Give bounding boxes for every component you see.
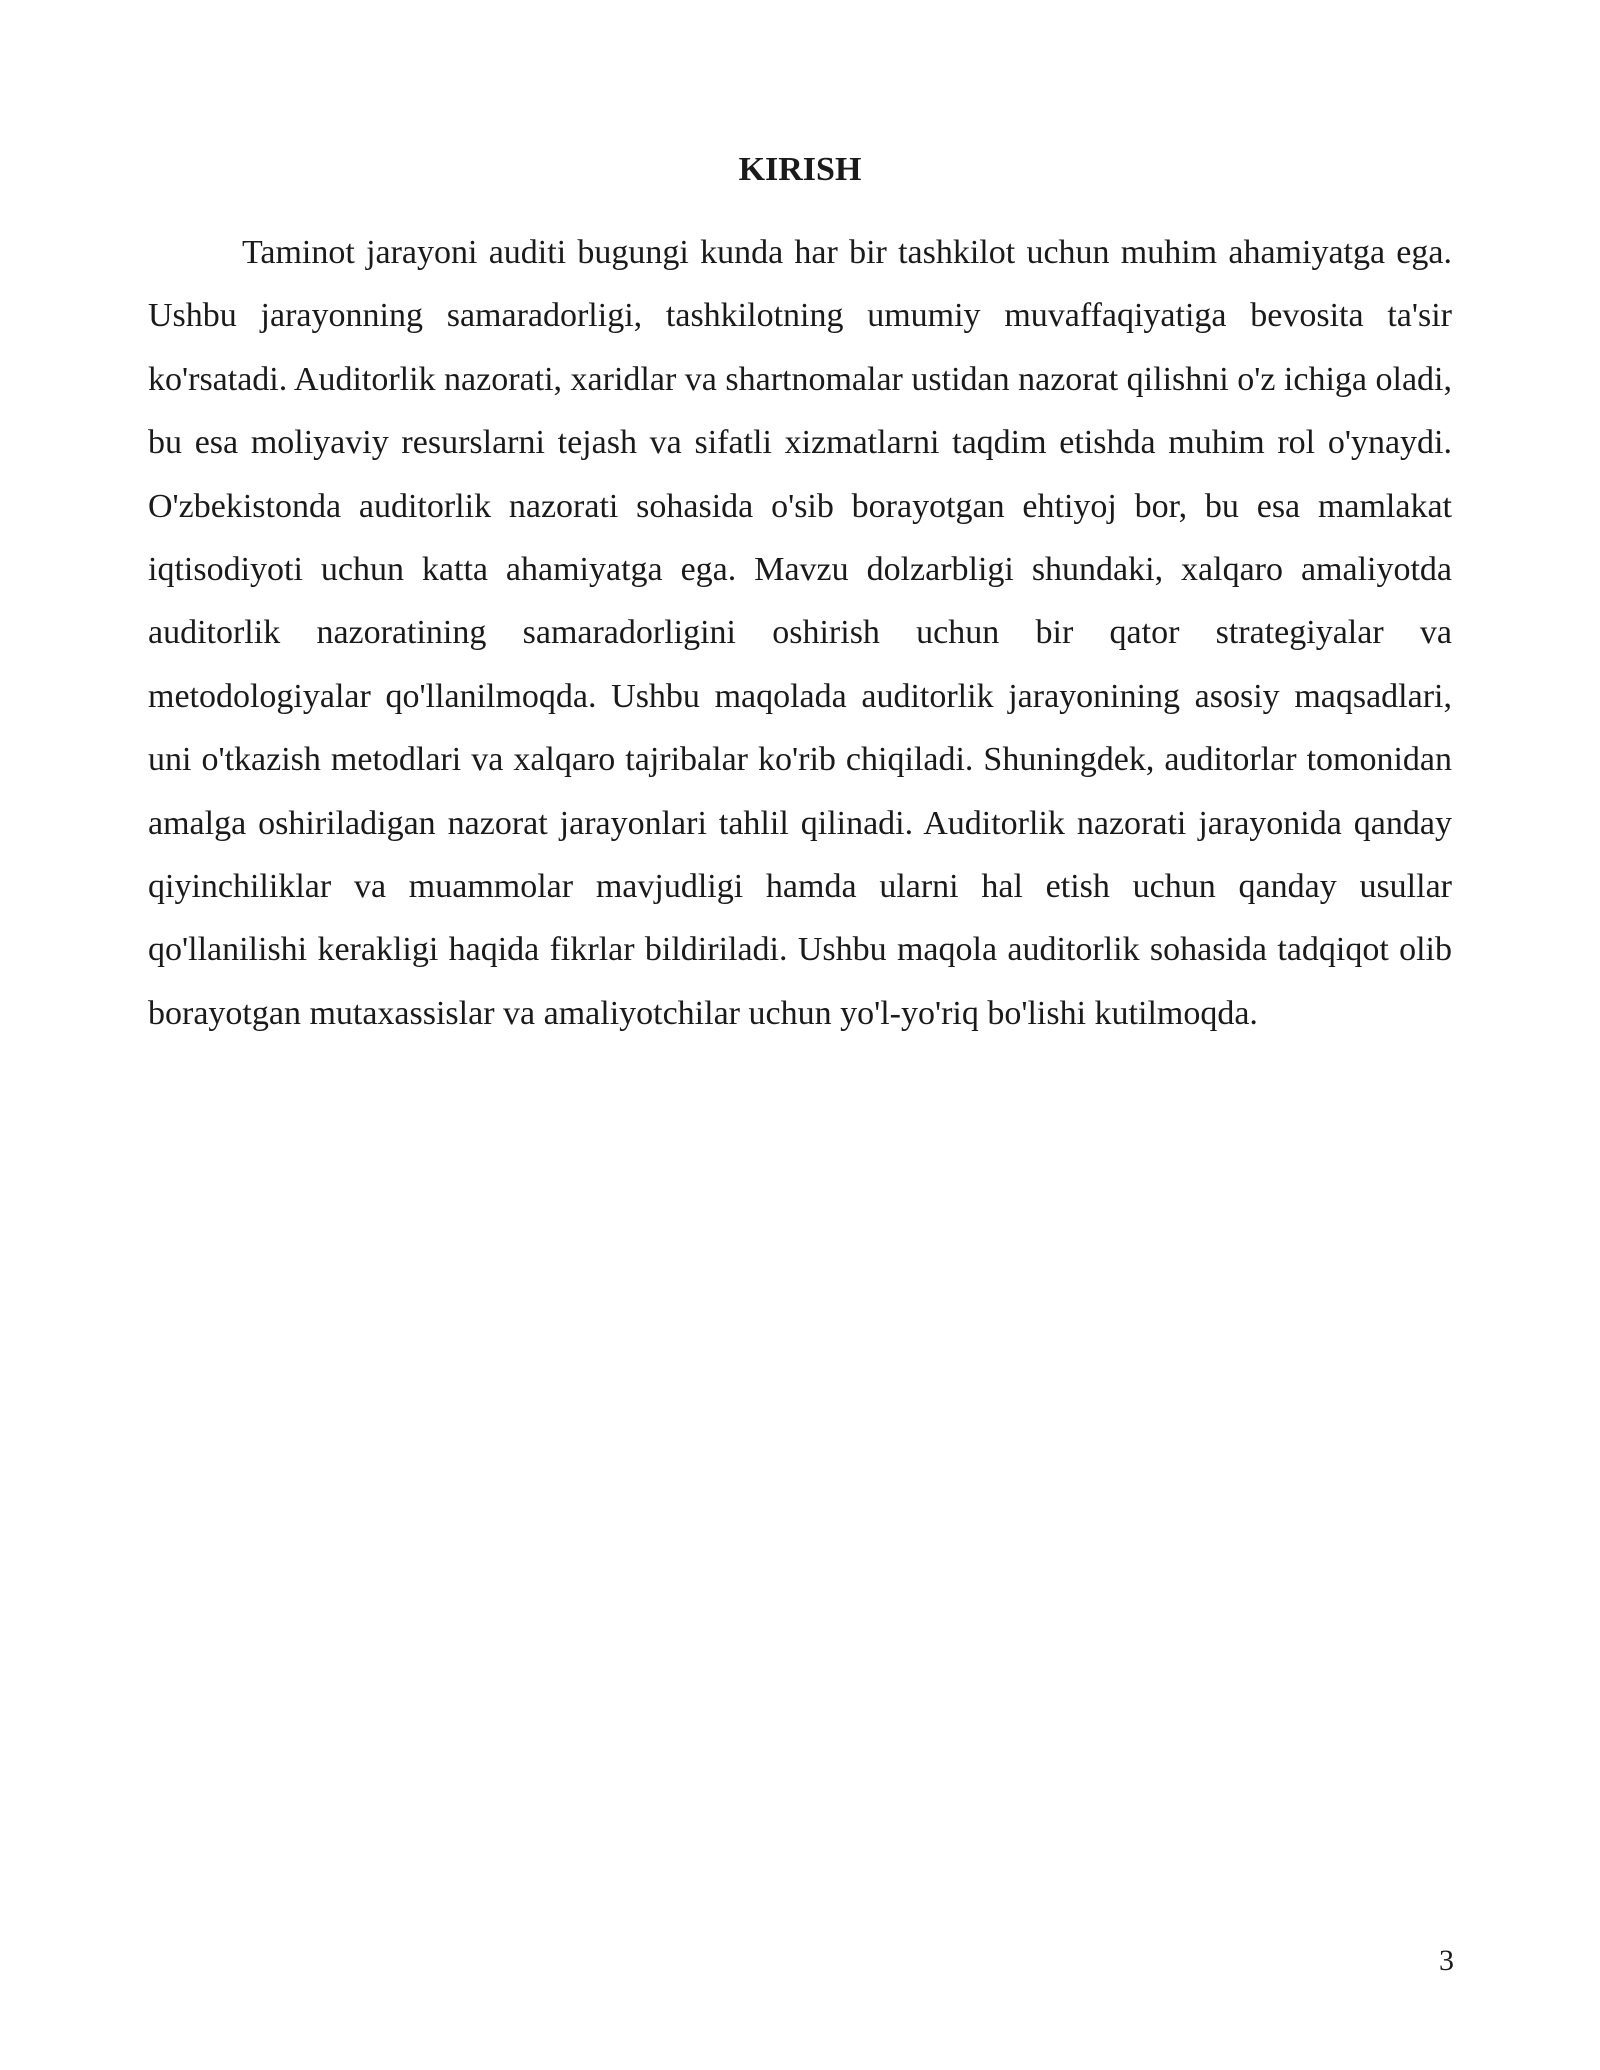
page-number: 3	[1439, 1944, 1454, 1977]
section-heading: KIRISH	[738, 151, 862, 188]
body-paragraph: Taminot jarayoni auditi bugungi kunda har bir tashkilot uchun muhim ahamiyatga ega. Ushbu jarayonning samaradorligi, tashkilotning umumiy muvaffaqiyatiga bevosita ta'sir ko'rsatadi. Auditorlik nazorati, xaridlar va shartnomalar ustidan nazorat qilishni o'z ichiga oladi, bu esa moliyaviy resurslarni tejash va sifatli xizmatlarni taqdim etishda muhim rol o'ynaydi. O'zbekistonda auditorlik nazorati sohasida o'sib borayotgan ehtiyoj bor, bu esa mamlakat iqtisodiyoti uchun katta ahamiyatga ega. Mavzu dolzarbligi shundaki, xalqaro amaliyotda auditorlik nazoratining samaradorligini oshirish uchun bir qator strategiyalar va metodologiyalar qo'llanilmoqda. Ushbu maqolada auditorlik jarayonining asosiy maqsadlari, uni o'tkazish metodlari va xalqaro tajribalar ko'rib chiqiladi. Shuningdek, auditorlar tomonidan amalga oshiriladigan nazorat jarayonlari tahlil qilinadi. Auditorlik nazorati jarayonida qanday qiyinchiliklar va muammolar mavjudligi hamda ularni hal etish uchun qanday usullar qo'llanilishi kerakligi haqida fikrlar bildiriladi. Ushbu maqola auditorlik sohasida tadqiqot olib borayotgan mutaxassislar va amaliyotchilar uchun yo'l-yo'riq bo'lishi kutilmoqda.	[148, 234, 1452, 1032]
